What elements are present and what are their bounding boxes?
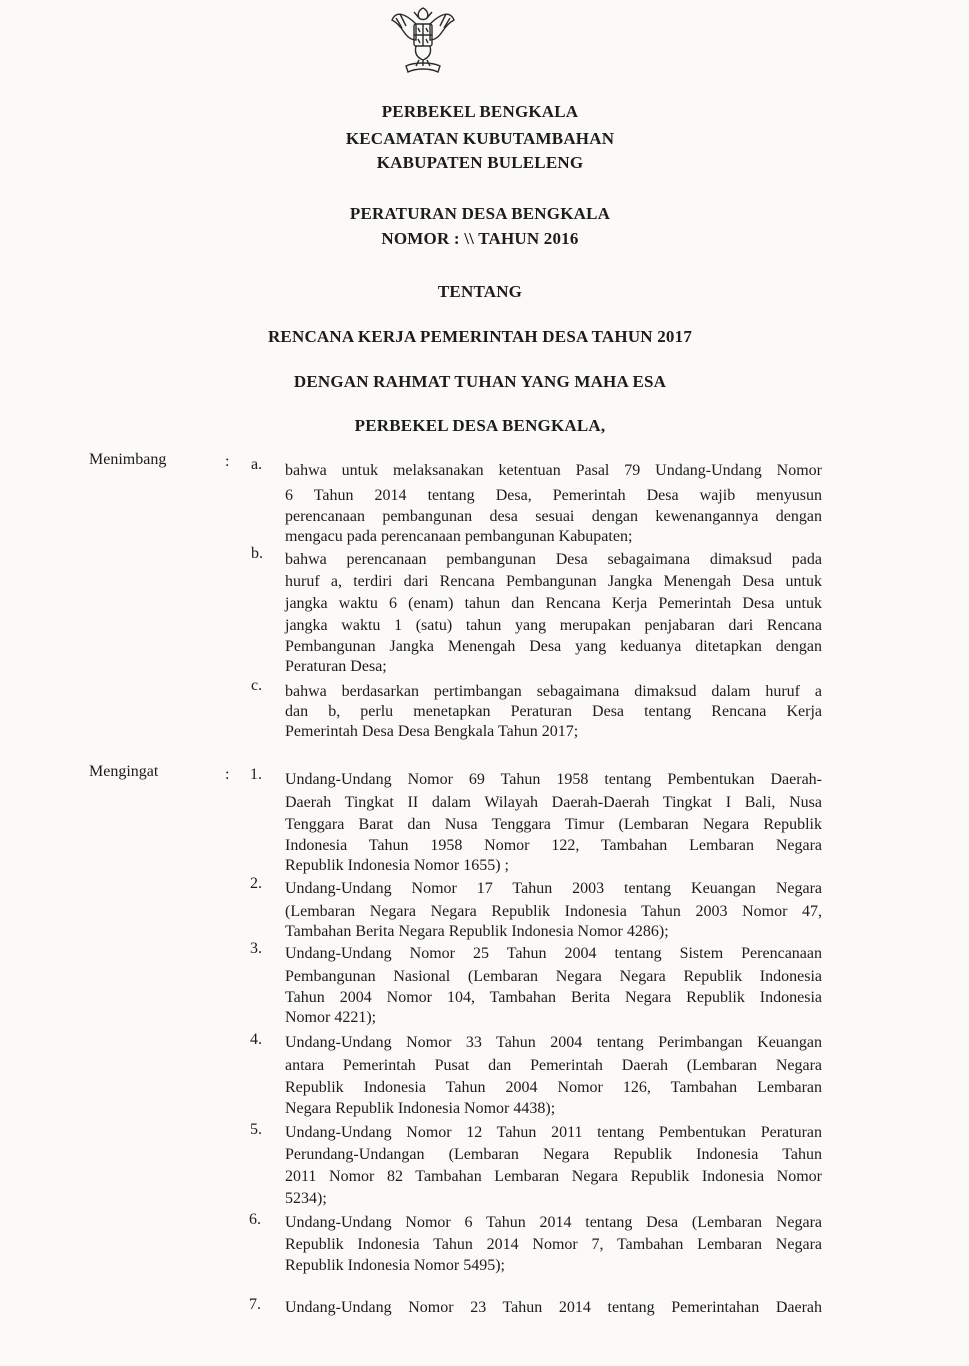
item-mark: c. xyxy=(251,677,263,694)
item-mark: 2. xyxy=(250,875,262,892)
issuer-title: PERBEKEL BENGKALA xyxy=(381,102,579,121)
text-line: Undang-Undang Nomor 33 Tahun 2004 tentang Perimbangan Keuangan xyxy=(285,1034,822,1051)
text-line: Negara Republik Indonesia Nomor 4438); xyxy=(285,1100,556,1117)
text-line: 6 Tahun 2014 tentang Desa, Pemerintah Desa wajib menyusun xyxy=(285,487,822,504)
item-mark: 6. xyxy=(249,1211,261,1228)
text-line: jangka waktu 6 (enam) tahun dan Rencana Kerja Pemerintah Desa untuk xyxy=(285,595,822,612)
text-line: Undang-Undang Nomor 69 Tahun 1958 tentang Pembentukan Daerah- xyxy=(285,771,822,788)
text-line: Pembangunan Nasional (Lembaran Negara Negara Republik Indonesia xyxy=(285,968,822,985)
text-line: antara Pemerintah Pusat dan Pemerintah Daerah (Lembaran Negara xyxy=(285,1057,822,1074)
text-line: bahwa berdasarkan pertimbangan sebagaimana dimaksud dalam huruf a xyxy=(285,683,822,700)
regulation-number: NOMOR : \\ TAHUN 2016 xyxy=(381,229,579,248)
item-mark: 1. xyxy=(250,766,262,783)
text-line: Republik Indonesia Nomor 5495); xyxy=(285,1257,505,1274)
text-line: Tambahan Berita Negara Republik Indonesia Nomor 4286); xyxy=(285,923,669,940)
text-line: huruf a, terdiri dari Rencana Pembangunan Jangka Menengah Desa untuk xyxy=(285,573,822,590)
text-line: Undang-Undang Nomor 25 Tahun 2004 tentang Sistem Perencanaan xyxy=(285,945,822,962)
text-line: 2011 Nomor 82 Tambahan Lembaran Negara Republik Indonesia Nomor xyxy=(285,1168,822,1185)
text-line: Tahun 2004 Nomor 104, Tambahan Berita Negara Republik Indonesia xyxy=(285,989,822,1006)
text-line: jangka waktu 1 (satu) tahun yang merupakan penjabaran dari Rencana xyxy=(285,617,822,634)
item-mark: 7. xyxy=(249,1296,261,1313)
mengingat-colon: : xyxy=(225,766,230,783)
item-mark: 3. xyxy=(250,940,262,957)
authority-heading: PERBEKEL DESA BENGKALA, xyxy=(354,416,606,435)
text-line: Pembangunan Jangka Menengah Desa yang keduanya ditetapkan dengan xyxy=(285,638,822,655)
text-line: Undang-Undang Nomor 6 Tahun 2014 tentang Desa (Lembaran Negara xyxy=(285,1214,822,1231)
invocation: DENGAN RAHMAT TUHAN YANG MAHA ESA xyxy=(293,372,667,391)
text-line: Undang-Undang Nomor 12 Tahun 2011 tentang Pembentukan Peraturan xyxy=(285,1124,822,1141)
text-line: Undang-Undang Nomor 17 Tahun 2003 tentang Keuangan Negara xyxy=(285,880,822,897)
text-line: Pemerintah Desa Desa Bengkala Tahun 2017; xyxy=(285,723,579,740)
about-heading: TENTANG xyxy=(437,282,523,301)
text-line: Daerah Tingkat II dalam Wilayah Daerah-Daerah Tingkat I Bali, Nusa xyxy=(285,794,822,811)
text-line: Republik Indonesia Nomor 1655) ; xyxy=(285,857,509,874)
item-mark: a. xyxy=(251,456,263,473)
text-line: (Lembaran Negara Negara Republik Indonesia Tahun 2003 Nomor 47, xyxy=(285,903,822,920)
text-line: bahwa untuk melaksanakan ketentuan Pasal 79 Undang-Undang Nomor xyxy=(285,462,822,479)
text-line: Undang-Undang Nomor 23 Tahun 2014 tentang Pemerintahan Daerah xyxy=(285,1299,822,1316)
text-line: Republik Indonesia Tahun 2014 Nomor 7, Tambahan Lembaran Negara xyxy=(285,1236,822,1253)
menimbang-colon: : xyxy=(225,453,230,470)
text-line: perencanaan pembangunan desa sesuai dengan kewenangannya dengan xyxy=(285,508,822,525)
text-line: Nomor 4221); xyxy=(285,1009,377,1026)
item-mark: b. xyxy=(251,545,263,562)
text-line: Indonesia Tahun 1958 Nomor 122, Tambahan Lembaran Negara xyxy=(285,837,822,854)
garuda-emblem-icon xyxy=(386,2,460,76)
item-mark: 4. xyxy=(250,1031,262,1048)
text-line: Tenggara Barat dan Nusa Tenggara Timur (Lembaran Negara Republik xyxy=(285,816,822,833)
issuer-subdistrict: KECAMATAN KUBUTAMBAHAN xyxy=(345,129,615,148)
text-line: Republik Indonesia Tahun 2004 Nomor 126, Tambahan Lembaran xyxy=(285,1079,822,1096)
text-line: mengacu pada perencanaan pembangunan Kabupaten; xyxy=(285,528,633,545)
text-line: 5234); xyxy=(285,1190,327,1207)
issuer-regency: KABUPATEN BULELENG xyxy=(376,153,584,172)
text-line: bahwa perencanaan pembangunan Desa sebagaimana dimaksud pada xyxy=(285,551,822,568)
mengingat-label: Mengingat xyxy=(89,763,159,780)
text-line: Peraturan Desa; xyxy=(285,658,387,675)
text-line: dan b, perlu menetapkan Peraturan Desa tentang Rencana Kerja xyxy=(285,703,822,720)
item-mark: 5. xyxy=(250,1121,262,1138)
regulation-subject: RENCANA KERJA PEMERINTAH DESA TAHUN 2017 xyxy=(267,327,693,346)
regulation-title: PERATURAN DESA BENGKALA xyxy=(349,204,611,223)
menimbang-label: Menimbang xyxy=(89,451,167,468)
text-line: Perundang-Undangan (Lembaran Negara Republik Indonesia Tahun xyxy=(285,1146,822,1163)
